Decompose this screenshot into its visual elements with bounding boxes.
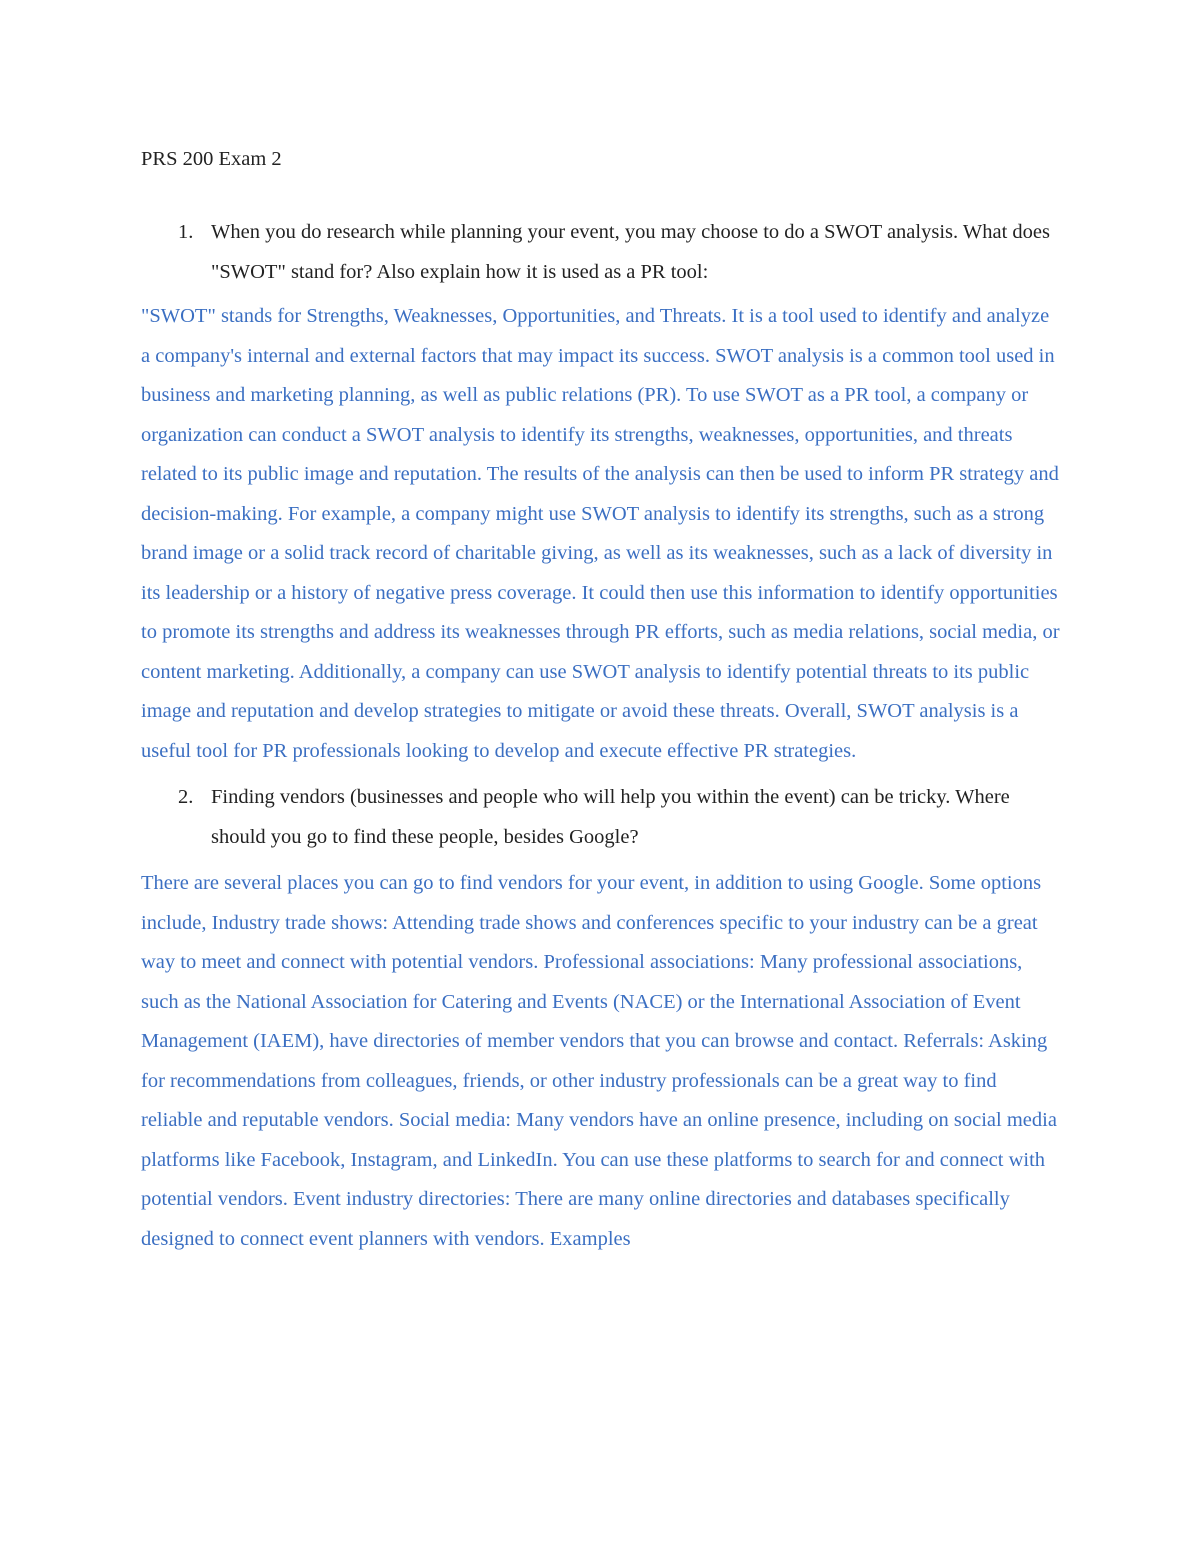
document-body — [141, 141, 1061, 1259]
answer-2: There are several places you can go to find vendors for your event, in addition to using Google. Some options include, Industry trade shows: Attending trade shows and conferences specific to your industry can be a great way to meet and connect with potential vendors. Professional associations: Many professional associations, such as the National Association for Catering and Events (NACE) or the International Association of Event Management (IAEM), have directories of member vendors that you can browse and contact. Referrals: Asking for recommendations from colleagues, friends, or other industry professionals can be a great way to find reliable and reputable vendors. Social media: Many vendors have an online presence, including on social media platforms like Facebook, Instagram, and LinkedIn. You can use these platforms to search for and connect with potential vendors. Event industry directories: There are many online directories and databases specifically designed to connect event planners with vendors. Examples — [141, 872, 1057, 1250]
question-text: When you do research while planning your event, you may choose to do a SWOT analysis. What does "SWOT" stand for? Also explain how it is used as a PR tool: — [211, 221, 1050, 283]
question-1 — [141, 213, 1061, 292]
question-number: 1. — [178, 221, 194, 243]
document-title: PRS 200 Exam 2 — [141, 148, 282, 170]
answer-1: "SWOT" stands for Strengths, Weaknesses, Opportunities, and Threats. It is a tool used to identify and analyze a company's internal and external factors that may impact its success. SWOT analysis is a common tool used in business and marketing planning, as well as public relations (PR). To use SWOT as a PR tool, a company or organization can conduct a SWOT analysis to identify its strengths, weaknesses, opportunities, and threats related to its public image and reputation. The results of the analysis can then be used to inform PR strategy and decision-making. For example, a company might use SWOT analysis to identify its strengths, such as a strong brand image or a solid track record of charitable giving, as well as its weaknesses, such as a lack of diversity in its leadership or a history of negative press coverage. It could then use this information to identify opportunities to promote its strengths and address its weaknesses through PR efforts, such as media relations, social media, or content marketing. Additionally, a company can use SWOT analysis to identify potential threats to its public image and reputation and develop strategies to mitigate or avoid these threats. Overall, SWOT analysis is a useful tool for PR professionals looking to develop and execute effective PR strategies. — [141, 305, 1060, 762]
question-number: 2. — [178, 786, 194, 808]
question-2 — [141, 778, 1061, 857]
question-text: Finding vendors (businesses and people who will help you within the event) can be tricky. Where should you go to find these people, besides Google? — [211, 786, 1010, 848]
